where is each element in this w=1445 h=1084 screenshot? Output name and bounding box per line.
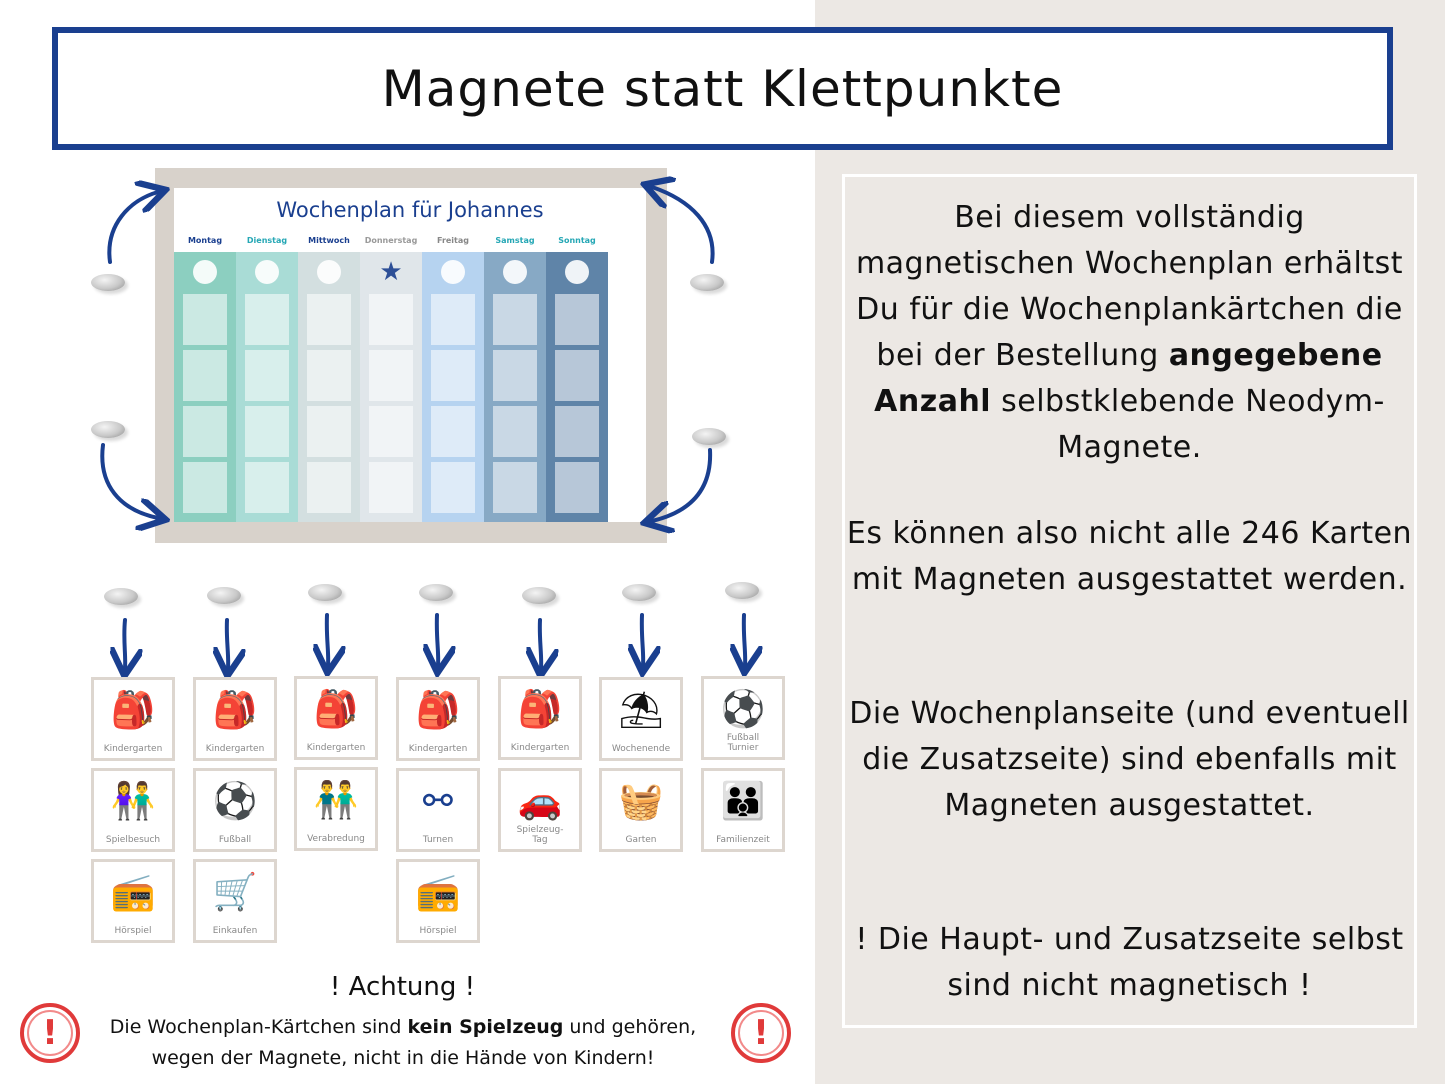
kindergarten-icon: 🎒 xyxy=(212,690,258,731)
kindergarten-icon: 🎒 xyxy=(313,689,359,730)
card-label: Familienzeit xyxy=(716,835,770,845)
card xyxy=(193,859,277,943)
toy-car-icon: 🚗 xyxy=(517,781,563,822)
card-slot xyxy=(183,294,227,345)
day-label: Samstag xyxy=(495,236,535,245)
card-label: Kindergarten xyxy=(306,743,366,753)
card-slot xyxy=(555,406,599,457)
card-slot xyxy=(431,406,475,457)
card-slot xyxy=(431,350,475,401)
day-dot xyxy=(317,260,341,284)
day-column xyxy=(236,252,298,522)
magnet-icon xyxy=(622,584,656,601)
card-slot xyxy=(555,294,599,345)
radio-icon: 📻 xyxy=(415,872,461,913)
card-label: Verabredung xyxy=(307,834,365,844)
warning-icon-glyph: ! xyxy=(42,1013,58,1053)
day-column xyxy=(546,252,608,522)
star-icon: ★ xyxy=(379,257,403,287)
down-arrow-icon xyxy=(124,620,125,668)
warning-icon-glyph: ! xyxy=(753,1013,769,1053)
down-arrow-icon xyxy=(227,620,228,668)
magnet-icon xyxy=(419,584,453,601)
card-slot xyxy=(183,406,227,457)
card xyxy=(396,768,480,852)
card-label: Kindergarten xyxy=(205,744,265,754)
description-paragraph xyxy=(845,195,1414,471)
card-label: Fußball xyxy=(218,835,252,845)
magnet-icon xyxy=(690,274,724,291)
card xyxy=(193,768,277,852)
card-label: Hörspiel xyxy=(419,926,457,936)
kindergarten-icon: 🎒 xyxy=(517,689,563,730)
hammock-icon: ⛱ xyxy=(618,690,664,731)
card-slot xyxy=(369,406,413,457)
warning-text xyxy=(88,1012,718,1074)
day-label: Freitag xyxy=(436,236,469,245)
family-icon: 👪 xyxy=(720,781,766,822)
card-slot xyxy=(307,462,351,513)
card xyxy=(91,677,175,761)
magnet-icon xyxy=(308,584,342,601)
card-slot xyxy=(183,462,227,513)
card-label: Kindergarten xyxy=(103,744,163,754)
soccer-kids-icon: ⚽ xyxy=(720,689,766,730)
card-slot xyxy=(555,462,599,513)
day-label: Sonntag xyxy=(558,236,596,245)
card-slot xyxy=(307,294,351,345)
card-slot xyxy=(245,350,289,401)
description-text: selbstklebende Neodym-Magnete. xyxy=(991,384,1385,465)
day-column xyxy=(422,252,484,522)
day-dot xyxy=(193,260,217,284)
card xyxy=(599,677,683,761)
magnet-icon xyxy=(91,421,125,438)
card-slot xyxy=(493,350,537,401)
magnet-icon xyxy=(207,587,241,604)
card xyxy=(396,677,480,761)
card-label: Spielbesuch xyxy=(105,835,161,845)
description-text: Bei diesem vollständig magnetischen Wochenplan erhältst Du für die Wochenplankärtchen die bei der Bestellung xyxy=(855,200,1404,373)
board-title: Wochenplan für Johannes xyxy=(276,198,544,222)
card xyxy=(498,676,582,760)
card-slot xyxy=(431,462,475,513)
day-label: Donnerstag xyxy=(364,236,418,245)
card xyxy=(193,677,277,761)
radio-icon: 📻 xyxy=(110,872,156,913)
card-label: Fußball Turnier xyxy=(726,733,760,753)
card-label: Wochenende xyxy=(611,744,671,754)
description-paragraph: ! Die Haupt- und Zusatzseite selbst sind nicht magnetisch ! xyxy=(855,922,1404,1003)
card xyxy=(498,768,582,852)
kindergarten-icon: 🎒 xyxy=(415,690,461,731)
day-columns xyxy=(174,252,646,522)
meeting-icon: 👬 xyxy=(313,780,359,821)
day-column xyxy=(360,252,422,522)
card-label: Garten xyxy=(625,835,657,845)
day-dot xyxy=(503,260,527,284)
magnet-icon xyxy=(725,582,759,599)
warning-text-part: wegen der Magnete, nicht in die Hände von Kindern! xyxy=(151,1047,655,1069)
description-bold: angegebene Anzahl xyxy=(874,338,1383,419)
day-labels xyxy=(174,236,646,245)
down-arrow-icon xyxy=(540,620,541,668)
day-dot xyxy=(565,260,589,284)
description-panel xyxy=(842,174,1417,1028)
card-label: Spielzeug-Tag xyxy=(516,825,564,845)
description-paragraph: Die Wochenplanseite (und eventuell die Zusatzseite) sind ebenfalls mit Magneten ausgestattet. xyxy=(849,696,1410,823)
day-label: Mittwoch xyxy=(308,236,350,245)
warning-icon xyxy=(731,1003,791,1063)
card xyxy=(701,676,785,760)
card-slot xyxy=(245,406,289,457)
magnet-icon xyxy=(91,274,125,291)
day-dot xyxy=(441,260,465,284)
warning-text-part: Die Wochenplan-Kärtchen sind xyxy=(109,1016,408,1038)
card-slot xyxy=(369,462,413,513)
card-label: Hörspiel xyxy=(114,926,152,936)
card xyxy=(294,767,378,851)
day-column xyxy=(298,252,360,522)
card-slot xyxy=(307,406,351,457)
weekly-board xyxy=(174,188,646,522)
card-slot xyxy=(555,350,599,401)
down-arrow-icon xyxy=(642,615,643,665)
title-banner xyxy=(52,27,1393,150)
playdate-icon: 👫 xyxy=(110,781,156,822)
day-label: Dienstag xyxy=(246,236,288,245)
down-arrow-icon xyxy=(327,615,328,665)
card xyxy=(396,859,480,943)
card xyxy=(701,768,785,852)
magnet-icon xyxy=(522,587,556,604)
gym-rings-icon: ⚯ xyxy=(422,780,454,822)
page-title: Magnete statt Klettpunkte xyxy=(381,59,1064,118)
kindergarten-icon: 🎒 xyxy=(110,690,156,731)
warning-text-bold: kein Spielzeug xyxy=(407,1016,564,1038)
card-label: Kindergarten xyxy=(408,744,468,754)
curved-arrow-icon xyxy=(102,445,158,518)
shopping-box-icon: 🛒 xyxy=(212,872,258,913)
day-column xyxy=(174,252,236,522)
day-column xyxy=(484,252,546,522)
card-label: Kindergarten xyxy=(510,743,570,753)
soccer-ball-icon: ⚽ xyxy=(212,781,258,822)
card xyxy=(91,768,175,852)
magnet-icon xyxy=(104,588,138,605)
card-slot xyxy=(493,462,537,513)
card xyxy=(599,768,683,852)
card-slot xyxy=(307,350,351,401)
card-slot xyxy=(431,294,475,345)
description-paragraph: Es können also nicht alle 246 Karten mit Magneten ausgestattet werden. xyxy=(846,516,1413,597)
card-slot xyxy=(245,294,289,345)
card-slot xyxy=(493,294,537,345)
magnet-icon xyxy=(692,428,726,445)
warning-icon xyxy=(20,1003,80,1063)
card-slot xyxy=(245,462,289,513)
vegetable-basket-icon: 🧺 xyxy=(618,781,664,822)
card-slot xyxy=(493,406,537,457)
card xyxy=(91,859,175,943)
card xyxy=(294,676,378,760)
warning-title: ! Achtung ! xyxy=(329,972,476,1002)
card-slot xyxy=(183,350,227,401)
card-slot xyxy=(369,350,413,401)
card-label: Einkaufen xyxy=(212,926,258,936)
curved-arrow-icon xyxy=(109,192,158,262)
card-slot xyxy=(369,294,413,345)
warning-text-part: und gehören, xyxy=(563,1016,697,1038)
down-arrow-icon xyxy=(437,615,438,665)
card-label: Turnen xyxy=(422,835,454,845)
down-arrow-icon xyxy=(744,615,745,665)
day-label: Montag xyxy=(187,236,223,245)
day-dot xyxy=(255,260,279,284)
